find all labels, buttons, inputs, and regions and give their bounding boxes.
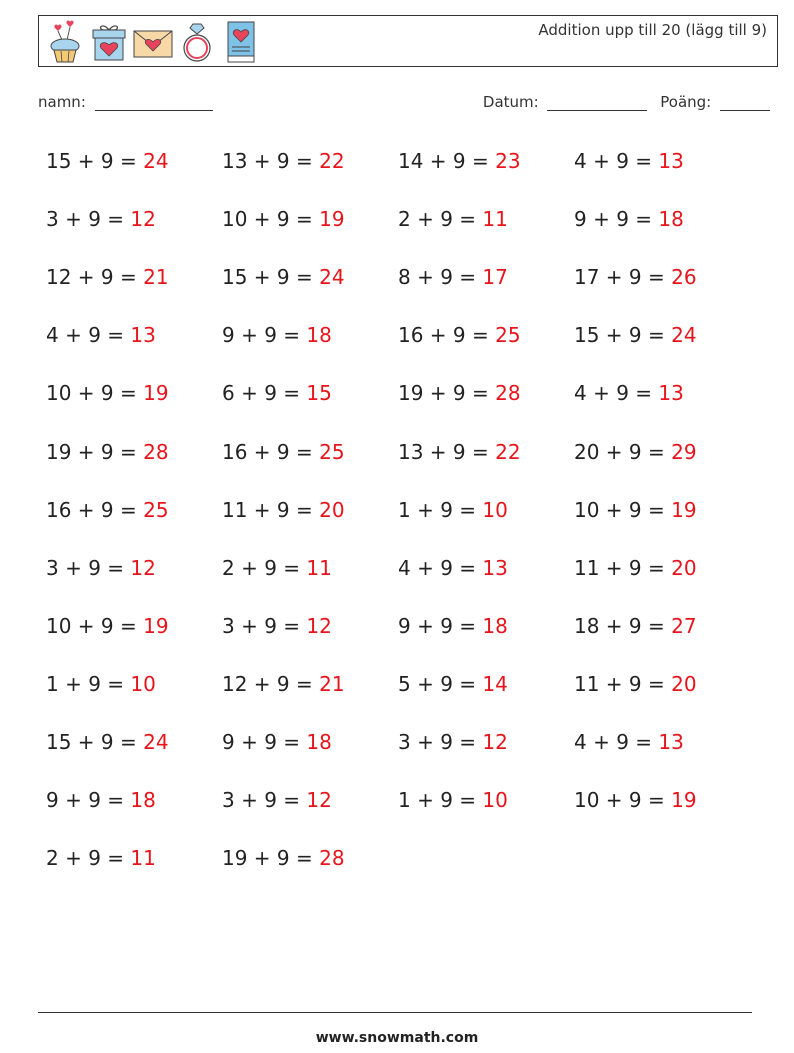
problem-answer: 12 — [482, 730, 508, 754]
problem-answer: 12 — [130, 556, 156, 580]
problem-item — [222, 205, 345, 233]
problem-question: 4 + 9 = — [574, 730, 653, 754]
header-icons — [45, 20, 261, 64]
problem-question: 15 + 9 = — [46, 149, 137, 173]
problem-item — [398, 612, 508, 640]
date-label: Datum: — [482, 93, 539, 111]
problem-question: 6 + 9 = — [222, 381, 301, 405]
problem-answer: 22 — [319, 149, 345, 173]
problem-answer: 19 — [671, 498, 697, 522]
footer-divider — [38, 1012, 752, 1013]
problem-question: 4 + 9 = — [398, 556, 477, 580]
problem-question: 10 + 9 = — [574, 498, 665, 522]
problem-item — [46, 554, 156, 582]
problem-question: 10 + 9 = — [574, 788, 665, 812]
problem-answer: 28 — [143, 440, 169, 464]
problem-answer: 11 — [482, 207, 508, 231]
footer-url: www.snowmath.com — [315, 1030, 479, 1046]
problem-answer: 10 — [482, 498, 508, 522]
problem-answer: 21 — [143, 265, 169, 289]
problem-item — [574, 263, 697, 291]
problem-question: 19 + 9 = — [222, 846, 313, 870]
problem-answer: 13 — [658, 149, 684, 173]
problem-question: 3 + 9 = — [46, 207, 125, 231]
problem-item — [574, 786, 697, 814]
problem-answer: 22 — [495, 440, 521, 464]
problem-answer: 12 — [306, 788, 332, 812]
problem-question: 2 + 9 = — [46, 846, 125, 870]
problem-question: 12 + 9 = — [222, 672, 313, 696]
problem-answer: 12 — [306, 614, 332, 638]
problem-question: 2 + 9 = — [222, 556, 301, 580]
problem-question: 1 + 9 = — [398, 788, 477, 812]
problem-answer: 20 — [671, 672, 697, 696]
problem-answer: 20 — [671, 556, 697, 580]
problem-item — [46, 728, 169, 756]
problem-answer: 26 — [671, 265, 697, 289]
problem-item — [398, 379, 521, 407]
problem-item — [574, 612, 697, 640]
problem-item — [46, 786, 156, 814]
problem-answer: 18 — [130, 788, 156, 812]
problem-question: 18 + 9 = — [574, 614, 665, 638]
problem-answer: 24 — [143, 149, 169, 173]
problem-answer: 24 — [143, 730, 169, 754]
problem-item — [398, 496, 508, 524]
problem-question: 11 + 9 = — [574, 556, 665, 580]
problem-answer: 24 — [671, 323, 697, 347]
name-label: namn: — [38, 93, 86, 111]
problem-question: 10 + 9 = — [46, 381, 137, 405]
problem-item — [46, 670, 156, 698]
problem-item — [46, 147, 169, 175]
problem-item — [222, 728, 332, 756]
problem-item — [222, 496, 345, 524]
problem-question: 10 + 9 = — [46, 614, 137, 638]
problem-answer: 18 — [306, 323, 332, 347]
problem-answer: 19 — [143, 381, 169, 405]
problem-answer: 13 — [658, 381, 684, 405]
problem-item — [46, 379, 169, 407]
problem-question: 1 + 9 = — [398, 498, 477, 522]
problem-item — [398, 554, 508, 582]
problem-item — [574, 728, 684, 756]
gift-heart-icon — [89, 20, 129, 64]
problem-question: 11 + 9 = — [574, 672, 665, 696]
problem-answer: 21 — [319, 672, 345, 696]
problem-item — [222, 438, 345, 466]
problem-question: 3 + 9 = — [222, 788, 301, 812]
problem-item — [398, 263, 508, 291]
problem-item — [398, 321, 521, 349]
problem-answer: 28 — [319, 846, 345, 870]
problem-question: 13 + 9 = — [398, 440, 489, 464]
problem-question: 15 + 9 = — [46, 730, 137, 754]
heart-book-icon — [221, 20, 261, 64]
problem-answer: 19 — [671, 788, 697, 812]
problem-item — [574, 147, 684, 175]
problem-question: 19 + 9 = — [398, 381, 489, 405]
problem-answer: 13 — [482, 556, 508, 580]
problem-item — [398, 670, 508, 698]
problem-item — [46, 438, 169, 466]
problem-answer: 17 — [482, 265, 508, 289]
problem-answer: 18 — [306, 730, 332, 754]
name-field — [38, 93, 213, 111]
problem-item — [222, 147, 345, 175]
problem-question: 3 + 9 = — [46, 556, 125, 580]
problem-question: 9 + 9 = — [574, 207, 653, 231]
problem-answer: 23 — [495, 149, 521, 173]
problem-answer: 15 — [306, 381, 332, 405]
problem-question: 14 + 9 = — [398, 149, 489, 173]
date-blank[interactable] — [547, 96, 647, 111]
problem-answer: 25 — [495, 323, 521, 347]
problem-question: 9 + 9 = — [398, 614, 477, 638]
problem-question: 20 + 9 = — [574, 440, 665, 464]
problem-question: 15 + 9 = — [222, 265, 313, 289]
problem-question: 16 + 9 = — [222, 440, 313, 464]
problem-item — [46, 263, 169, 291]
problem-answer: 10 — [130, 672, 156, 696]
problem-answer: 11 — [306, 556, 332, 580]
problem-question: 12 + 9 = — [46, 265, 137, 289]
problem-item — [398, 147, 521, 175]
problem-question: 4 + 9 = — [574, 149, 653, 173]
date-score-fields — [483, 93, 770, 111]
problem-question: 3 + 9 = — [398, 730, 477, 754]
problem-answer: 13 — [130, 323, 156, 347]
problem-question: 13 + 9 = — [222, 149, 313, 173]
problem-item — [574, 379, 684, 407]
problem-answer: 12 — [130, 207, 156, 231]
problem-question: 9 + 9 = — [222, 730, 301, 754]
problem-answer: 20 — [319, 498, 345, 522]
problem-answer: 10 — [482, 788, 508, 812]
worksheet-title: Addition upp till 20 (lägg till 9) — [538, 21, 767, 39]
problem-question: 10 + 9 = — [222, 207, 313, 231]
problem-question: 2 + 9 = — [398, 207, 477, 231]
problem-question: 4 + 9 = — [574, 381, 653, 405]
score-label: Poäng: — [660, 93, 712, 111]
problem-item — [574, 670, 697, 698]
problem-answer: 11 — [130, 846, 156, 870]
problem-answer: 27 — [671, 614, 697, 638]
problem-item — [222, 554, 332, 582]
problem-question: 11 + 9 = — [222, 498, 313, 522]
problem-question: 9 + 9 = — [46, 788, 125, 812]
score-blank[interactable] — [720, 96, 770, 111]
problem-item — [222, 263, 345, 291]
problem-item — [46, 844, 156, 872]
problem-answer: 25 — [143, 498, 169, 522]
problem-item — [46, 612, 169, 640]
problem-question: 9 + 9 = — [222, 323, 301, 347]
problem-answer: 18 — [482, 614, 508, 638]
problem-item — [574, 554, 697, 582]
problem-item — [222, 379, 332, 407]
problem-question: 16 + 9 = — [398, 323, 489, 347]
problem-item — [222, 612, 332, 640]
problem-question: 19 + 9 = — [46, 440, 137, 464]
cupcake-hearts-icon — [45, 20, 85, 64]
problem-question: 4 + 9 = — [46, 323, 125, 347]
worksheet-header — [38, 15, 778, 67]
problem-question: 16 + 9 = — [46, 498, 137, 522]
problem-question: 1 + 9 = — [46, 672, 125, 696]
problem-answer: 25 — [319, 440, 345, 464]
problem-item — [398, 438, 521, 466]
ring-icon — [177, 20, 217, 64]
problem-answer: 18 — [658, 207, 684, 231]
problem-item — [398, 728, 508, 756]
problem-item — [222, 670, 345, 698]
love-letter-icon — [133, 20, 173, 64]
problem-question: 8 + 9 = — [398, 265, 477, 289]
problem-question: 17 + 9 = — [574, 265, 665, 289]
problem-question: 5 + 9 = — [398, 672, 477, 696]
problem-item — [222, 786, 332, 814]
problem-item — [222, 844, 345, 872]
problem-question: 15 + 9 = — [574, 323, 665, 347]
problem-item — [46, 321, 156, 349]
problem-item — [46, 205, 156, 233]
problem-answer: 13 — [658, 730, 684, 754]
problem-question: 3 + 9 = — [222, 614, 301, 638]
problem-answer: 24 — [319, 265, 345, 289]
problem-item — [398, 205, 508, 233]
problem-answer: 28 — [495, 381, 521, 405]
problem-answer: 14 — [482, 672, 508, 696]
problem-item — [574, 205, 684, 233]
problem-item — [574, 438, 697, 466]
problem-item — [398, 786, 508, 814]
problem-item — [574, 321, 697, 349]
problem-answer: 29 — [671, 440, 697, 464]
problem-answer: 19 — [319, 207, 345, 231]
name-blank[interactable] — [95, 96, 213, 111]
problem-item — [46, 496, 169, 524]
problem-item — [574, 496, 697, 524]
problem-item — [222, 321, 332, 349]
problem-answer: 19 — [143, 614, 169, 638]
